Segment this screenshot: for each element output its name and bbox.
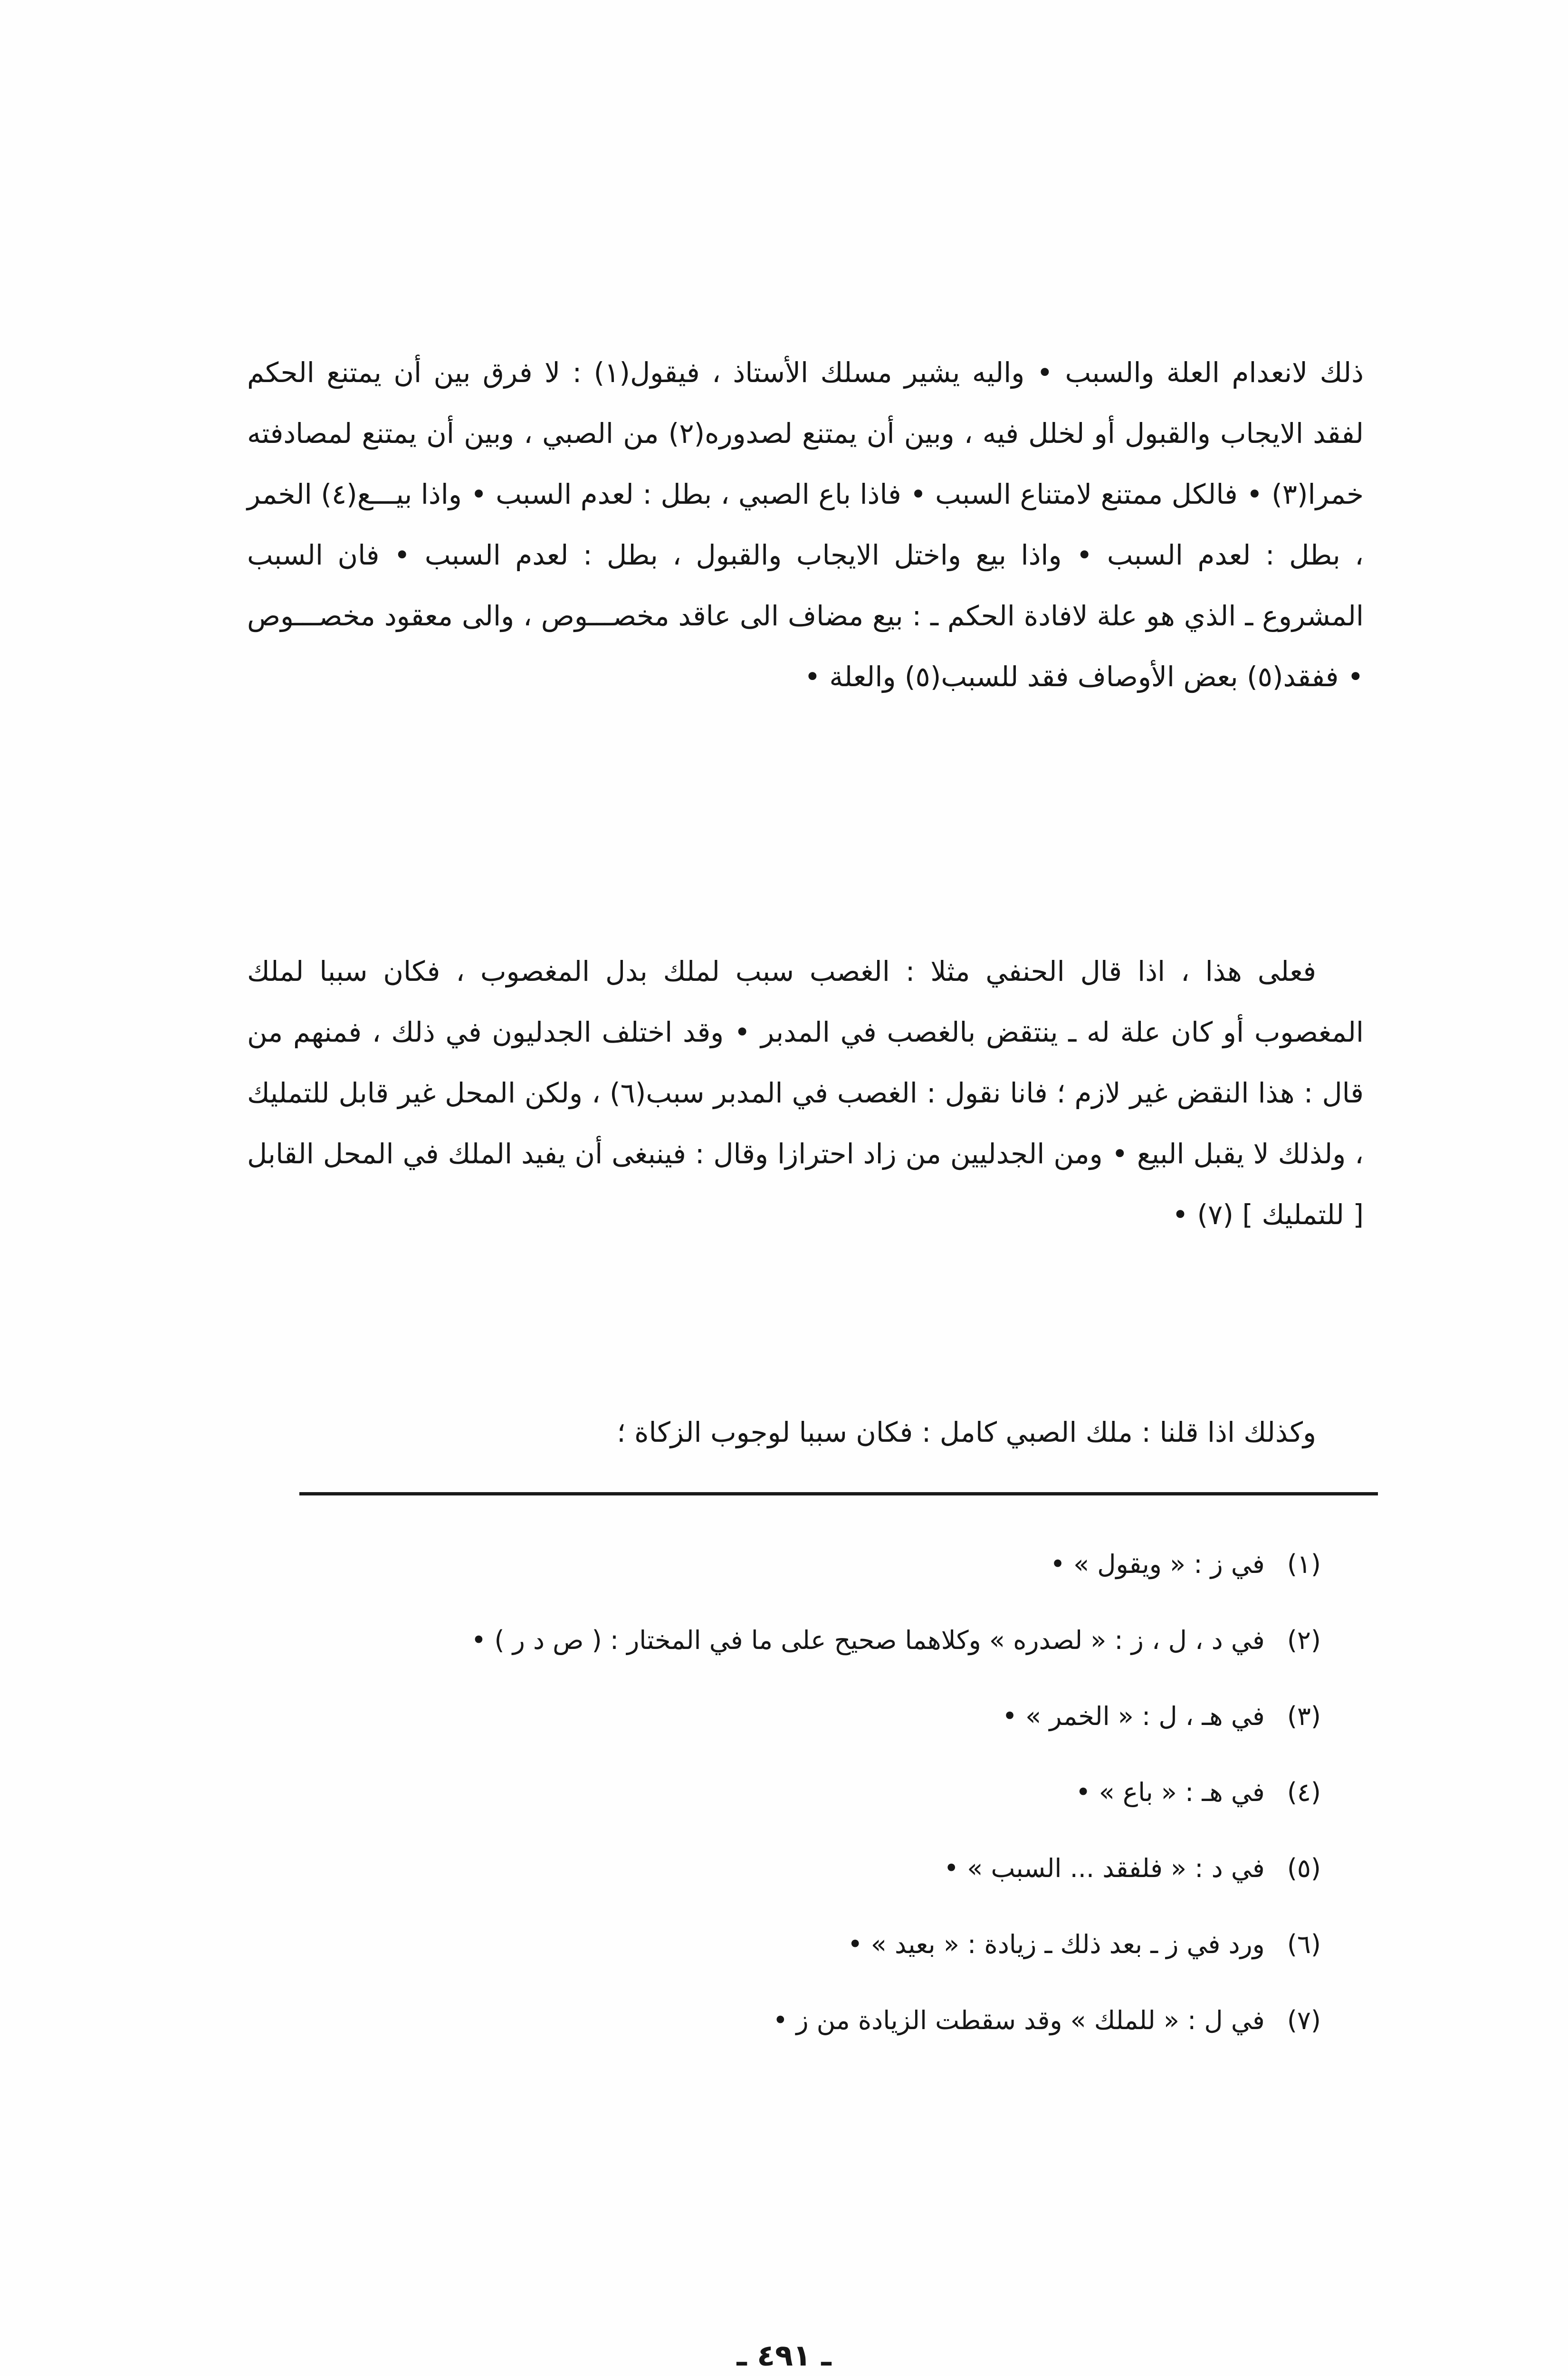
main-paragraph-2 <box>247 941 1364 1245</box>
footnote-text: في هـ ، ل : « الخمر » • <box>1002 1701 1265 1731</box>
footnote-number: (٥) <box>1287 1853 1321 1883</box>
footnotes-section <box>266 1540 1321 2072</box>
footnote-number: (٤) <box>1287 1777 1321 1807</box>
footnote-item <box>266 1920 1321 1969</box>
footnote-text: في ز : « ويقول » • <box>1050 1549 1265 1579</box>
main-paragraph-1 <box>247 342 1364 707</box>
page-number: ـ ٤٩١ ـ <box>736 2338 832 2373</box>
footnote-number: (٣) <box>1287 1701 1321 1731</box>
paragraph-text: وكذلك اذا قلنا : ملك الصبي كامل : فكان سببا لوجوب الزكاة ؛ <box>617 1416 1316 1448</box>
footnote-divider <box>299 1492 1378 1495</box>
footnote-text: في د ، ل ، ز : « لصدره » وكلاهما صحيح على ما في المختار : ( ص د ر ) • <box>471 1625 1265 1655</box>
footnote-item <box>266 1540 1321 1589</box>
footnote-number: (٢) <box>1287 1625 1321 1655</box>
footnote-item <box>266 1692 1321 1741</box>
paragraph-text: فعلى هذا ، اذا قال الحنفي مثلا : الغصب سبب لملك بدل المغصوب ، فكان سببا لملك المغصوب أو كان علة له ـ ينتقض بالغصب في المدبر • وقد اختلف الجدليون في ذلك ، فمنهم من قال : هذا النقض غير لازم ؛ فانا نقول : الغصب في المدبر سبب(٦) ، ولكن المحل غير قابل للتمليك ، ولذلك لا يقبل البيع • ومن الجدليين من زاد احترازا وقال : فينبغى أن يفيد الملك في المحل القابل [ للتمليك ] (٧) • <box>247 955 1364 1231</box>
main-paragraph-3 <box>247 1402 1364 1463</box>
footnote-number: (٦) <box>1287 1929 1321 1959</box>
footnote-item <box>266 1996 1321 2045</box>
footnote-text: في هـ : « باع » • <box>1075 1777 1265 1807</box>
footnote-number: (٧) <box>1287 2005 1321 2035</box>
footnote-text: في ل : « للملك » وقد سقطت الزيادة من ز • <box>773 2005 1265 2035</box>
footnote-item <box>266 1844 1321 1893</box>
paragraph-text: ذلك لانعدام العلة والسبب • واليه يشير مسلك الأستاذ ، فيقول(١) : لا فرق بين أن يمتنع الحكم لفقد الايجاب والقبول أو لخلل فيه ، وبين أن يمتنع لصدوره(٢) من الصبي ، وبين أن يمتنع لمصادفته خمرا(٣) • فالكل ممتنع لامتناع السبب • فاذا باع الصبي ، بطل : لعدم السبب • واذا بيـــع(٤) الخمر ، بطل : لعدم السبب • واذا بيع واختل الايجاب والقبول ، بطل : لعدم السبب • فان السبب المشروع ـ الذي هو علة لافادة الحكم ـ : بيع مضاف الى عاقد مخصـــوص ، والى معقود مخصـــوص • ففقد(٥) بعض الأوصاف فقد للسبب(٥) والعلة • <box>247 356 1364 693</box>
footnote-text: ورد في ز ـ بعد ذلك ـ زيادة : « بعيد » • <box>847 1929 1265 1959</box>
footnote-number: (١) <box>1287 1549 1321 1579</box>
footnote-item <box>266 1768 1321 1817</box>
footnote-item <box>266 1616 1321 1665</box>
footnote-text: في د : « فلفقد ... السبب » • <box>944 1853 1265 1883</box>
